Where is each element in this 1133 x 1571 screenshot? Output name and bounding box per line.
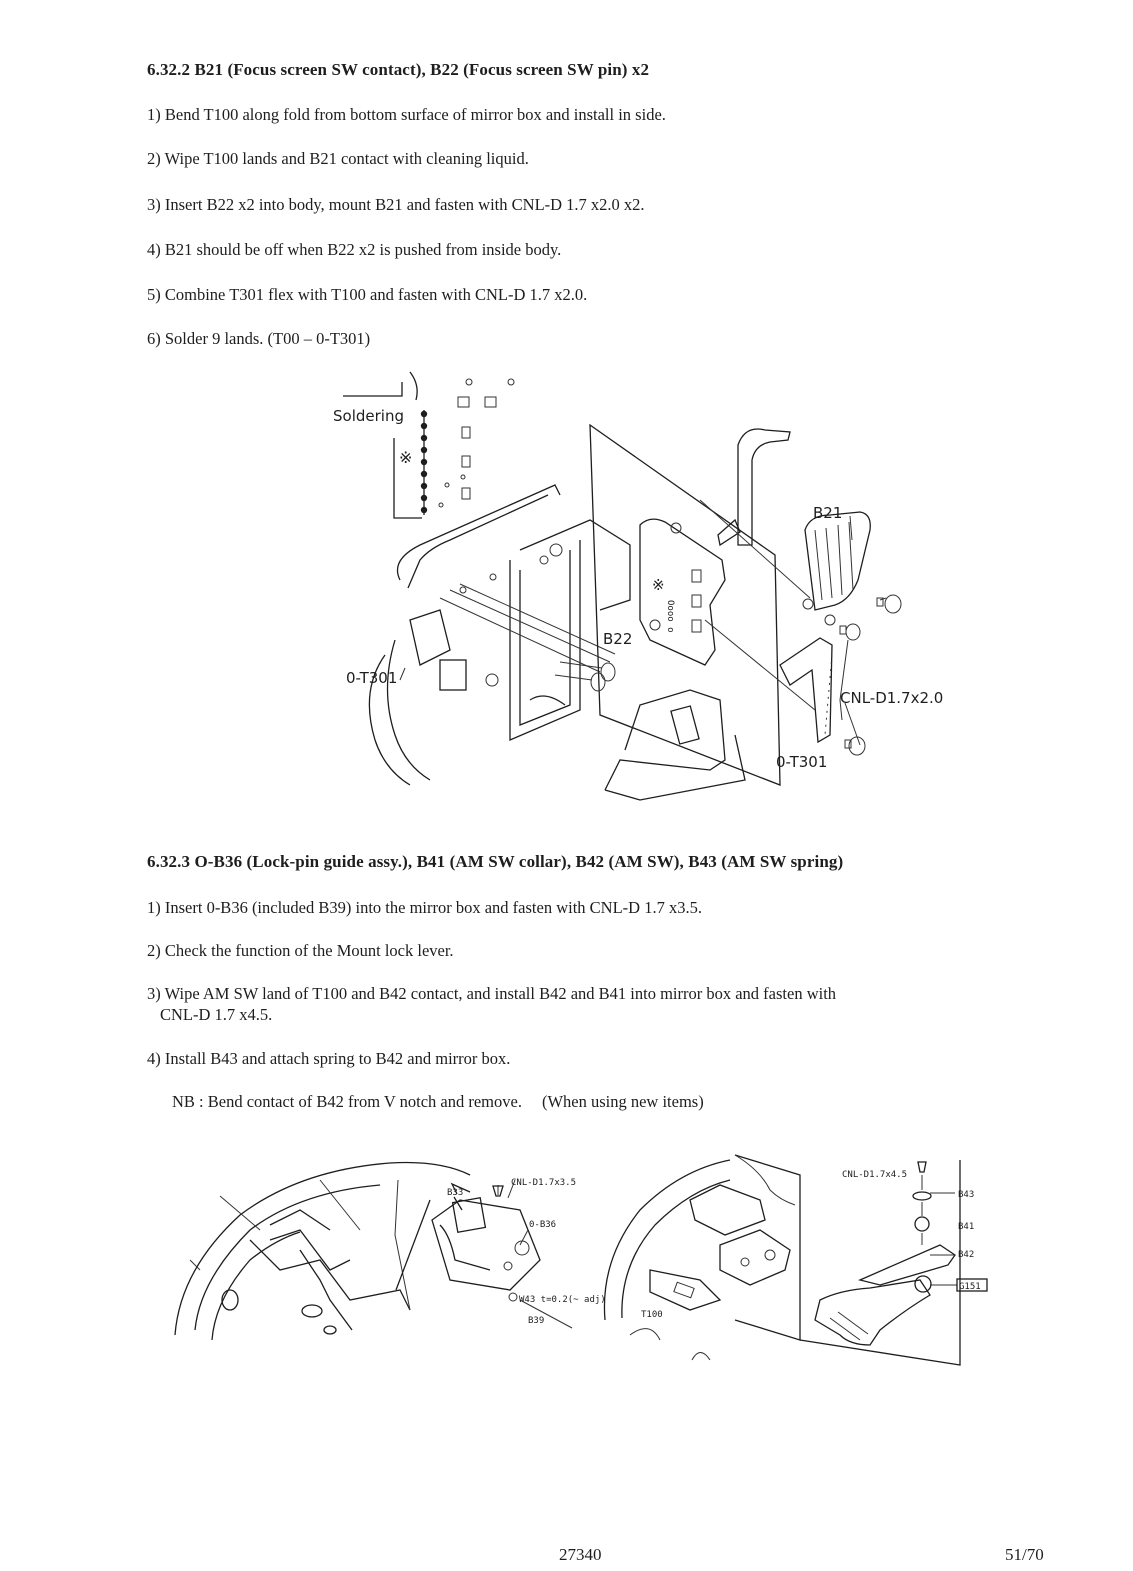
label-w43: W43 t=0.2(~ adj) (519, 1295, 606, 1305)
step-6: 6) Solder 9 lands. (T00 – 0-T301) (147, 329, 371, 348)
label-t100: T100 (641, 1310, 663, 1320)
label-b42: B42 (958, 1250, 975, 1260)
step-2: 2) Check the function of the Mount lock lever. (147, 941, 454, 960)
label-screw-cnl-d1-7x3-5: CNL-D1.7x3.5 (511, 1178, 577, 1188)
label-screw-cnl-d1-7x4-5: CNL-D1.7x4.5 (842, 1170, 908, 1180)
label-b21: B21 (813, 504, 843, 522)
step-3-continued: CNL-D 1.7 x4.5. (160, 1005, 273, 1024)
label-0-t301-left: 0-T301 (346, 669, 398, 687)
label-screw-cnl-d1-7x2-0: CNL-D1.7x2.0 (840, 689, 944, 707)
step-5: 5) Combine T301 flex with T100 and fasten with CNL-D 1.7 x2.0. (147, 285, 588, 304)
label-b33: B33 (447, 1188, 464, 1198)
section-heading-6-32-2: 6.32.2 B21 (Focus screen SW contact), B22 (Focus screen SW pin) x2 (147, 60, 650, 79)
step-1: 1) Bend T100 along fold from bottom surface of mirror box and install in side. (147, 105, 666, 124)
label-b43: B43 (958, 1190, 975, 1200)
step-3: 3) Wipe AM SW land of T100 and B42 contact, and install B42 and B41 into mirror box and fasten with (147, 984, 837, 1003)
label-b22: B22 (603, 630, 633, 648)
left-assembly-drawing (175, 1163, 572, 1341)
label-0-b36: 0-B36 (529, 1220, 557, 1230)
document-number: 27340 (559, 1545, 602, 1564)
note-text: NB : Bend contact of B42 from V notch and remove. (172, 1092, 522, 1111)
label-b41: B41 (958, 1222, 975, 1232)
label-b39: B39 (528, 1316, 545, 1326)
right-assembly-drawing (604, 1155, 987, 1365)
label-0-t301-right: 0-T301 (776, 753, 828, 771)
step-2: 2) Wipe T100 lands and B21 contact with cleaning liquid. (147, 149, 529, 168)
step-1: 1) Insert 0-B36 (included B39) into the mirror box and fasten with CNL-D 1.7 x3.5. (147, 898, 702, 917)
section-heading-6-32-3: 6.32.3 O-B36 (Lock-pin guide assy.), B41 (AM SW collar), B42 (AM SW), B43 (AM SW spring) (147, 852, 844, 871)
label-soldering: Soldering (333, 407, 404, 425)
step-4: 4) Install B43 and attach spring to B42 and mirror box. (147, 1049, 511, 1068)
label-mark-left: ※ (399, 448, 413, 467)
label-mark-right: ※ (652, 576, 665, 594)
svg-text:Oooo o: Oooo o (665, 600, 675, 633)
label-g151: G151 (959, 1282, 981, 1292)
page-number: 51/70 (1005, 1545, 1044, 1564)
step-3: 3) Insert B22 x2 into body, mount B21 and fasten with CNL-D 1.7 x2.0 x2. (147, 195, 645, 214)
note-paren: (When using new items) (541, 1092, 704, 1111)
step-4: 4) B21 should be off when B22 x2 is pushed from inside body. (147, 240, 562, 259)
